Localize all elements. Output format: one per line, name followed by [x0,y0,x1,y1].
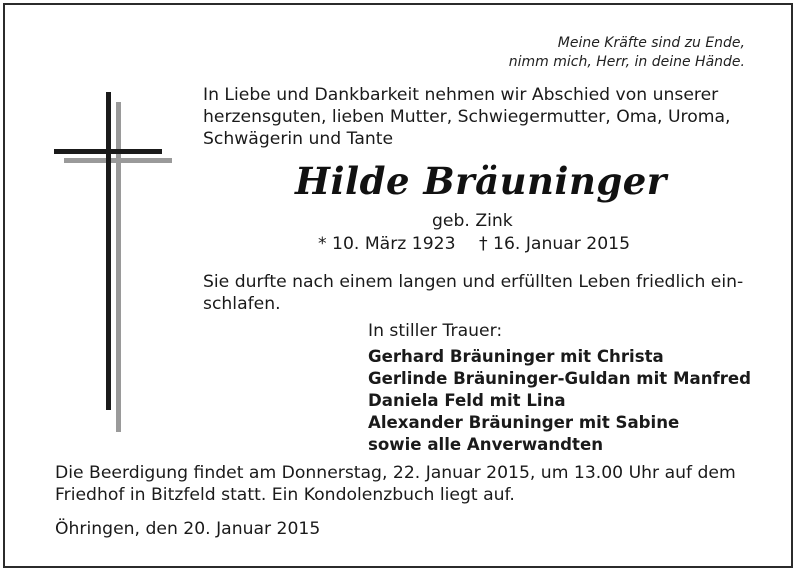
mourner: sowie alle Anverwandten [368,435,604,454]
passing-line: Sie durfte nach einem langen und erfüllten Leben friedlich ein- [203,272,744,292]
mourner: Gerlinde Bräuninger-Guldan mit Manfred [368,369,752,388]
birth-date: * 10. März 1923 [318,234,456,254]
cross-gray-horizontal [64,158,172,163]
motto-line: nimm mich, Herr, in deine Hände. [508,54,745,70]
cross-icon [54,92,174,437]
place-date: Öhringen, den 20. Januar 2015 [55,519,321,539]
deceased-name: Hilde Bräuninger [295,159,667,203]
funeral-info [55,462,736,506]
mourner: Daniela Feld mit Lina [368,391,566,410]
motto-line: Meine Kräfte sind zu Ende, [557,35,745,51]
mourner: Gerhard Bräuninger mit Christa [368,347,664,366]
death-date: † 16. Januar 2015 [479,234,631,254]
passing-text [203,271,743,315]
cross-dark-horizontal [54,149,162,154]
mourning-heading: In stiller Trauer: [368,321,503,341]
maiden-name: geb. Zink [432,211,513,231]
mourner: Alexander Bräuninger mit Sabine [368,413,680,432]
mourners-list [368,346,751,456]
intro-line: herzensguten, lieben Mutter, Schwiegermutter, Oma, Uroma, [203,107,731,127]
intro-line: Schwägerin und Tante [203,129,394,149]
cross-dark-vertical [106,92,111,410]
passing-line: schlafen. [203,294,281,314]
intro-text [203,84,731,150]
funeral-line: Die Beerdigung findet am Donnerstag, 22. Januar 2015, um 13.00 Uhr auf dem [55,463,736,483]
motto [509,34,745,72]
funeral-line: Friedhof in Bitzfeld statt. Ein Kondolenzbuch liegt auf. [55,485,515,505]
intro-line: In Liebe und Dankbarkeit nehmen wir Abschied von unserer [203,85,719,105]
